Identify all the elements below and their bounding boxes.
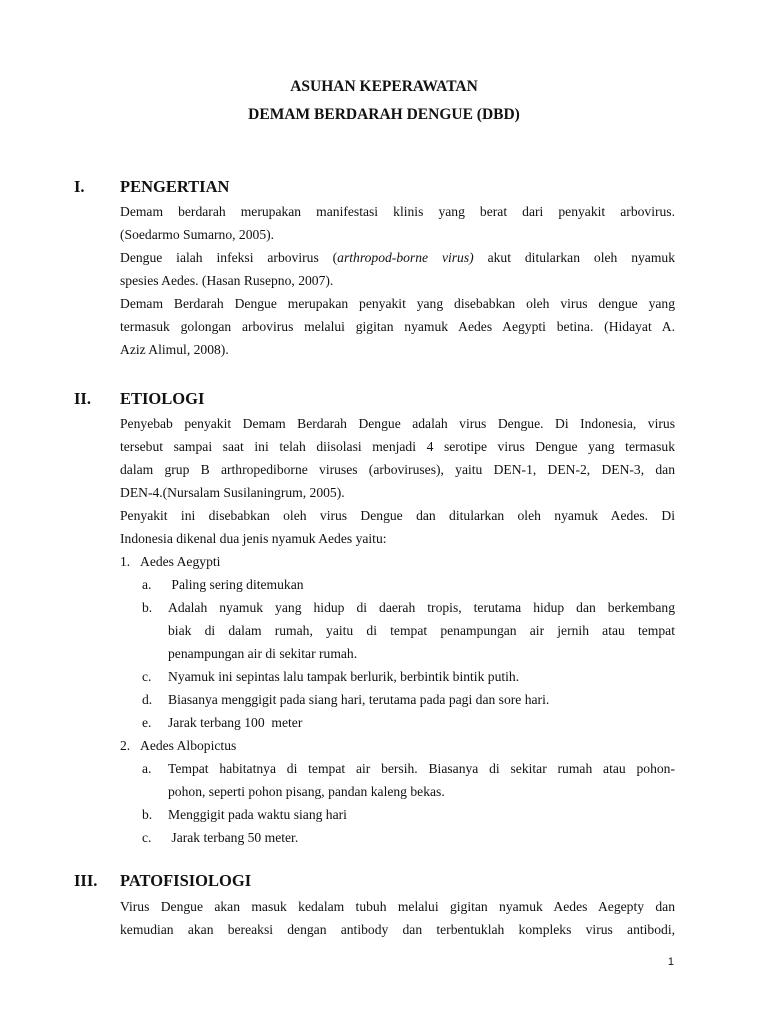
section-number: II. (74, 389, 91, 408)
list-item (120, 688, 675, 711)
list-item-continuation: pohon, seperti pohon pisang, pandan kaleng bekas. (168, 784, 445, 799)
section-title: PENGERTIAN (120, 177, 230, 196)
paragraph-line: DEN-4.(Nursalam Susilaningrum, 2005). (120, 485, 345, 500)
paragraph-line: Dengue ialah infeksi arbovirus (arthropod-borne virus) akut ditularkan oleh nyamuk (120, 250, 675, 265)
list-item (120, 573, 675, 596)
list-item (120, 757, 675, 780)
list-item-text: Adalah nyamuk yang hidup di daerah tropis, terutama hidup dan berkembang (168, 600, 675, 615)
list-item (120, 711, 675, 734)
section-number: III. (74, 871, 98, 890)
list-label: a. (142, 761, 152, 776)
document-subtitle: DEMAM BERDARAH DENGUE (DBD) (248, 106, 520, 123)
list-item (120, 665, 675, 688)
list-item (120, 803, 675, 826)
list-item-text: Paling sering ditemukan (168, 577, 304, 592)
section-body (120, 200, 675, 361)
paragraph-line: (Soedarmo Sumarno, 2005). (120, 227, 275, 242)
list-label: 1. (120, 554, 131, 569)
list-item-text: Biasanya menggigit pada siang hari, terutama pada pagi dan sore hari. (168, 692, 550, 707)
list-item (120, 596, 675, 619)
list-item-text: Jarak terbang 50 meter. (168, 830, 299, 845)
section-title: PATOFISIOLOGI (120, 871, 252, 890)
paragraph-line: Demam berdarah merupakan manifestasi klinis yang berat dari penyakit arbovirus. (120, 204, 675, 219)
section-number: I. (74, 177, 85, 196)
list-label: b. (142, 807, 153, 822)
list-label: c. (142, 830, 152, 845)
list-label: d. (142, 692, 153, 707)
list-item (120, 550, 675, 573)
list-item-text: Aedes Aegypti (140, 554, 221, 569)
list-item-text: Aedes Albopictus (140, 738, 237, 753)
page-number: 1 (667, 956, 674, 968)
section-body (120, 412, 675, 849)
list-label: b. (142, 600, 153, 615)
list-item-text: Menggigit pada waktu siang hari (168, 807, 347, 822)
paragraph-line: kemudian akan bereaksi dengan antibody dan terbentuklah kompleks virus antibodi, (120, 922, 675, 937)
list-item (120, 734, 675, 757)
paragraph-line: termasuk golongan arbovirus melalui gigitan nyamuk Aedes Aegypti betina. (Hidayat A. (120, 319, 675, 334)
list-item-continuation: biak di dalam rumah, yaitu di tempat penampungan air jernih atau tempat (168, 623, 675, 638)
paragraph-line: Penyebab penyakit Demam Berdarah Dengue adalah virus Dengue. Di Indonesia, virus (120, 416, 675, 431)
paragraph-line: spesies Aedes. (Hasan Rusepno, 2007). (120, 273, 334, 288)
list-label: c. (142, 669, 152, 684)
list-item-text: Tempat habitatnya di tempat air bersih. Biasanya di sekitar rumah atau pohon- (168, 761, 675, 776)
list-label: 2. (120, 738, 131, 753)
section-title: ETIOLOGI (120, 389, 205, 408)
list-item (120, 826, 675, 849)
paragraph-line: Aziz Alimul, 2008). (120, 342, 229, 357)
paragraph-line: Virus Dengue akan masuk kedalam tubuh melalui gigitan nyamuk Aedes Aegepty dan (120, 899, 675, 914)
section-body (120, 895, 675, 941)
italic-term: arthropod-borne virus) (337, 250, 474, 265)
list-label: e. (142, 715, 152, 730)
list-item-text: Nyamuk ini sepintas lalu tampak berlurik, berbintik bintik putih. (168, 669, 520, 684)
paragraph-line: tersebut sampai saat ini telah diisolasi menjadi 4 serotipe virus Dengue yang termasuk (120, 439, 675, 454)
list-item-continuation: penampungan air di sekitar rumah. (168, 646, 358, 661)
paragraph-line: Demam Berdarah Dengue merupakan penyakit yang disebabkan oleh virus dengue yang (120, 296, 675, 311)
list-label: a. (142, 577, 152, 592)
paragraph-line: dalam grup B arthropediborne viruses (arboviruses), yaitu DEN-1, DEN-2, DEN-3, dan (120, 462, 675, 477)
document-title: ASUHAN KEPERAWATAN (290, 78, 478, 95)
paragraph-line: Penyakit ini disebabkan oleh virus Dengue dan ditularkan oleh nyamuk Aedes. Di (120, 508, 675, 523)
paragraph-line: Indonesia dikenal dua jenis nyamuk Aedes yaitu: (120, 531, 387, 546)
list-item-text: Jarak terbang 100 meter (168, 715, 303, 730)
